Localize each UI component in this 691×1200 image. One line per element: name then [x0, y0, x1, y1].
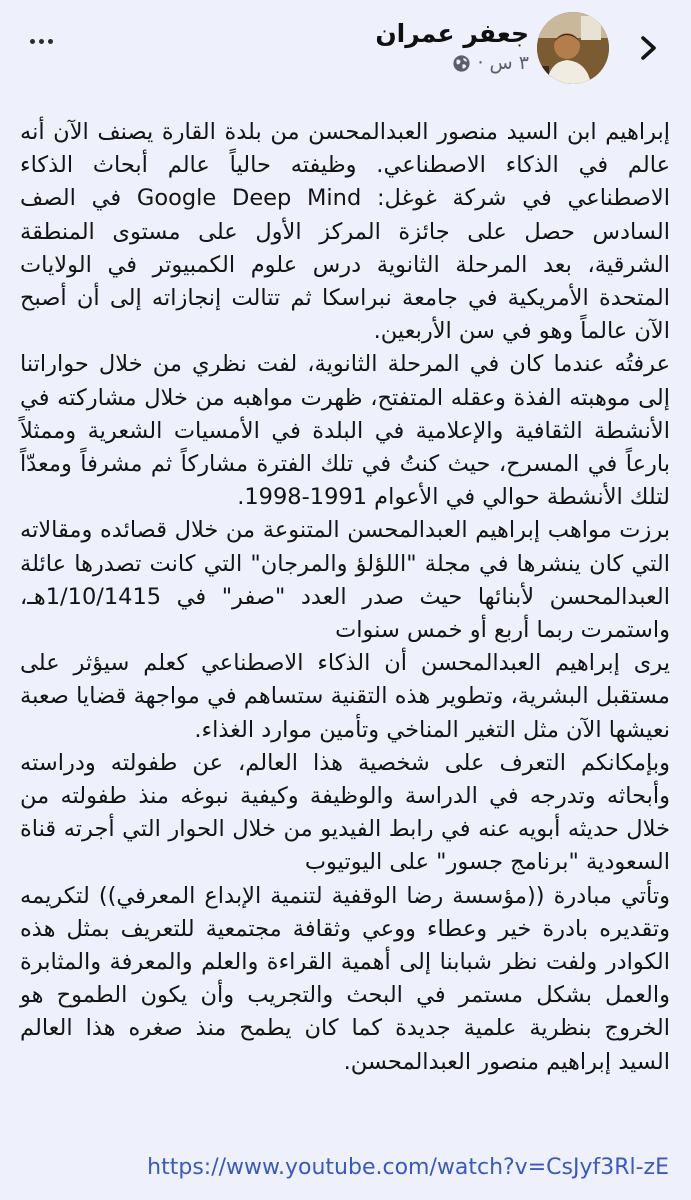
avatar-photo — [537, 12, 609, 84]
dot — [48, 39, 53, 44]
post-meta — [375, 52, 529, 74]
author-name[interactable]: جعفر عمران — [375, 19, 529, 48]
post-timestamp: ٣ س · — [477, 52, 529, 74]
dot — [39, 39, 44, 44]
globe-icon — [452, 54, 471, 73]
post-header — [0, 0, 691, 100]
post-paragraph: وبإمكانكم التعرف على شخصية هذا العالم، عن طفولته ودراسته وأبحاثه وتدرجه في الدراسة والوظيفة وكيفية نبوغه منذ طفولته من خلال حديثه أبويه عنه في رابط الفيديو من خلال الحوار التي أجرته قناة السعودية "برنامج جسور" على اليوتيوب — [20, 749, 670, 876]
author-info — [375, 18, 529, 74]
post-paragraph: يرى إبراهيم العبدالمحسن أن الذكاء الاصطناعي كعلم سيؤثر على مستقبل البشرية، وتطوير هذه التقنية ستساهم في مواجهة قضايا صعبة نعيشها الآن مثل التغير المناخي وتأمين موارد الغذاء. — [20, 650, 670, 743]
avatar[interactable] — [537, 12, 609, 84]
more-options-icon[interactable] — [30, 39, 53, 44]
post-paragraph: برزت مواهب إبراهيم العبدالمحسن المتنوعة من خلال قصائده ومقالاته التي كان ينشرها في مجلة "اللؤلؤ والمرجان" التي كانت تصدرها عائلة العبدالمحسن لأبنائها حيث صدر العدد "صفر" في 1/10/1415هـ، واستمرت ربما أربع أو خمس سنوات — [20, 517, 670, 644]
post-paragraph: عرفتُه عندما كان في المرحلة الثانوية، لفت نظري من خلال حواراتنا إلى موهبته الفذة وعقله المتفتح، ظهرت مواهبه من خلال مشاركته في الأنشطة الثقافية والإعلامية في البلدة في الأمسيات الشعرية وممثلاً بارعاً في المسرح، حيث كنتُ في تلك الفترة مشاركاً ثم مشرفاً ومعدّاً لتلك الأنشطة حوالي في الأعوام 1991-1998. — [20, 351, 670, 511]
post-body — [20, 116, 670, 1079]
post-paragraph: وتأتي مبادرة ((مؤسسة رضا الوقفية لتنمية الإبداع المعرفي)) لتكريمه وتقديره بادرة خير وعطاء ووعي وثقافة مجتمعية للتعريف بمثل هذه الكوادر ولفت نظر شبابنا إلى أهمية القراءة والعلم والمعرفة والمثابرة والعمل بشكل مستمر في البحث والتجريب وأن يكون الطموح هو الخروج بنظرية علمية جديدة كما كان يطمح منذ صغره هذا العالم السيد إبراهيم منصور العبدالمحسن. — [20, 882, 670, 1075]
chevron-right-icon[interactable] — [630, 30, 666, 66]
post-paragraph: إبراهيم ابن السيد منصور العبدالمحسن من بلدة القارة يصنف الآن أنه عالم في الذكاء الاصطناعي. وظيفته حالياً عالم أبحاث الذكاء الاصطناعي في شركة غوغل: Google Deep Mind في الصف السادس حصل على جائزة المركز الأول على مستوى المنطقة الشرقية، بعد المرحلة الثانوية درس علوم الكمبيوتر في الولايات المتحدة الأمريكية في جامعة نبراسكا ثم تتالت إنجازاته إلى أن أصبح الآن عالماً وهو في سن الأربعين. — [20, 119, 670, 345]
dot — [30, 39, 35, 44]
youtube-link[interactable]: https://www.youtube.com/watch?v=CsJyf3Rl-zE — [147, 1155, 669, 1180]
